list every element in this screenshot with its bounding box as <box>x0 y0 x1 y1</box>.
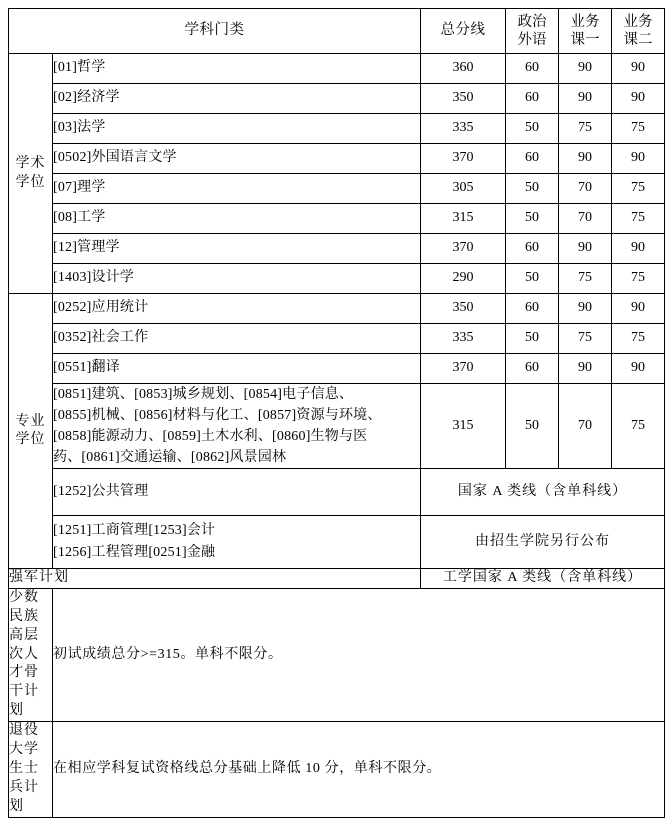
group-label-academic-line2: 学位 <box>15 174 46 190</box>
business-two-score: 75 <box>612 174 665 204</box>
header-business-two-line2: 课二 <box>623 32 653 48</box>
politics-score: 50 <box>506 174 559 204</box>
total-score: 290 <box>421 264 506 294</box>
table-row-special-plan <box>9 569 665 589</box>
special-plan-label: 少数民族高层次人才骨干计划 <box>9 588 53 721</box>
table-row <box>9 204 665 234</box>
header-total-line: 总分线 <box>421 9 506 54</box>
subject-name: [08]工学 <box>53 204 421 234</box>
group-label-academic-line1: 学术 <box>15 156 46 172</box>
total-score: 305 <box>421 174 506 204</box>
business-one-score: 90 <box>559 54 612 84</box>
business-one-score: 70 <box>559 174 612 204</box>
business-one-score: 75 <box>559 324 612 354</box>
politics-score: 60 <box>506 354 559 384</box>
header-politics-line2: 外语 <box>517 32 547 48</box>
business-one-score: 90 <box>559 354 612 384</box>
subject-name: [02]经济学 <box>53 84 421 114</box>
business-two-score: 75 <box>612 204 665 234</box>
engineering-line-1: [0851]建筑、[0853]城乡规划、[0854]电子信息、 <box>53 387 354 402</box>
business-one-score: 70 <box>559 204 612 234</box>
table-row <box>9 114 665 144</box>
group-label-professional <box>9 294 53 569</box>
business-one-score: 75 <box>559 114 612 144</box>
business-one-score: 90 <box>559 234 612 264</box>
politics-score: 50 <box>506 114 559 144</box>
header-business-two-line1: 业务 <box>623 13 653 30</box>
total-score: 370 <box>421 354 506 384</box>
engineering-line-4: 药、[0861]交通运输、[0862]风景园林 <box>53 450 287 465</box>
table-row-engineering <box>9 384 665 469</box>
special-plan-note: 工学国家 A 类线（含单科线） <box>421 569 665 589</box>
table-row <box>9 264 665 294</box>
business-two-score: 75 <box>612 264 665 294</box>
politics-score: 50 <box>506 324 559 354</box>
header-business-two <box>612 9 665 54</box>
subject-name: [01]哲学 <box>53 54 421 84</box>
total-score: 335 <box>421 114 506 144</box>
total-score: 350 <box>421 84 506 114</box>
table-row <box>9 144 665 174</box>
header-subject-category: 学科门类 <box>9 9 421 54</box>
politics-score: 50 <box>506 384 559 469</box>
business-one-score: 90 <box>559 294 612 324</box>
subject-name: [07]理学 <box>53 174 421 204</box>
engineering-line-2: [0855]机械、[0856]材料与化工、[0857]资源与环境、 <box>53 408 382 423</box>
group-label-professional-line2: 学位 <box>15 432 46 447</box>
politics-score: 60 <box>506 54 559 84</box>
business-two-score: 90 <box>612 354 665 384</box>
engineering-line-3: [0858]能源动力、[0859]土木水利、[0860]生物与医 <box>53 429 368 444</box>
politics-score: 60 <box>506 294 559 324</box>
special-plan-label: 退役大学生士兵计划 <box>9 722 53 817</box>
business-one-score: 70 <box>559 384 612 469</box>
total-score: 360 <box>421 54 506 84</box>
header-business-one-line1: 业务 <box>570 13 600 30</box>
table-row <box>9 324 665 354</box>
subject-name: [1252]公共管理 <box>53 469 421 516</box>
subject-name: [03]法学 <box>53 114 421 144</box>
politics-score: 60 <box>506 84 559 114</box>
header-business-one-line2: 课一 <box>570 32 600 48</box>
total-score: 335 <box>421 324 506 354</box>
business-two-score: 75 <box>612 324 665 354</box>
total-score: 370 <box>421 144 506 174</box>
public-admin-note: 国家 A 类线（含单科线） <box>421 469 665 516</box>
header-politics-line1: 政治 <box>517 13 547 30</box>
business-two-score: 75 <box>612 114 665 144</box>
subject-name: [0252]应用统计 <box>53 294 421 324</box>
total-score: 350 <box>421 294 506 324</box>
politics-score: 50 <box>506 204 559 234</box>
table-row <box>9 84 665 114</box>
total-score: 370 <box>421 234 506 264</box>
subject-name-announce <box>53 516 421 569</box>
table-row-special-plan <box>9 722 665 817</box>
business-one-score: 90 <box>559 84 612 114</box>
subject-name: [0551]翻译 <box>53 354 421 384</box>
business-two-score: 90 <box>612 294 665 324</box>
subject-name-engineering <box>53 384 421 469</box>
subject-name: [0502]外国语言文学 <box>53 144 421 174</box>
business-two-score: 90 <box>612 144 665 174</box>
announce-note: 由招生学院另行公布 <box>421 516 665 569</box>
total-score: 315 <box>421 384 506 469</box>
business-one-score: 90 <box>559 144 612 174</box>
business-one-score: 75 <box>559 264 612 294</box>
announce-line-2: [1256]工程管理[0251]金融 <box>53 545 216 560</box>
special-plan-note: 在相应学科复试资格线总分基础上降低 10 分，单科不限分。 <box>53 722 665 817</box>
group-label-professional-line1: 专业 <box>15 413 46 429</box>
admission-score-table <box>8 8 665 818</box>
table-row-special-plan <box>9 588 665 721</box>
business-two-score: 75 <box>612 384 665 469</box>
group-label-academic <box>9 54 53 294</box>
table-header-row <box>9 9 665 54</box>
announce-line-1: [1251]工商管理[1253]会计 <box>53 523 216 539</box>
subject-name: [12]管理学 <box>53 234 421 264</box>
table-row <box>9 234 665 264</box>
table-row-public-admin <box>9 469 665 516</box>
table-row <box>9 294 665 324</box>
table-row <box>9 174 665 204</box>
politics-score: 60 <box>506 144 559 174</box>
business-two-score: 90 <box>612 54 665 84</box>
subject-name: [0352]社会工作 <box>53 324 421 354</box>
header-politics-foreign <box>506 9 559 54</box>
table-row <box>9 354 665 384</box>
special-plan-label: 强军计划 <box>9 569 421 589</box>
politics-score: 50 <box>506 264 559 294</box>
table-row-announce <box>9 516 665 569</box>
subject-name: [1403]设计学 <box>53 264 421 294</box>
total-score: 315 <box>421 204 506 234</box>
table-row <box>9 54 665 84</box>
business-two-score: 90 <box>612 84 665 114</box>
business-two-score: 90 <box>612 234 665 264</box>
header-business-one <box>559 9 612 54</box>
politics-score: 60 <box>506 234 559 264</box>
special-plan-note: 初试成绩总分>=315。单科不限分。 <box>53 588 665 721</box>
